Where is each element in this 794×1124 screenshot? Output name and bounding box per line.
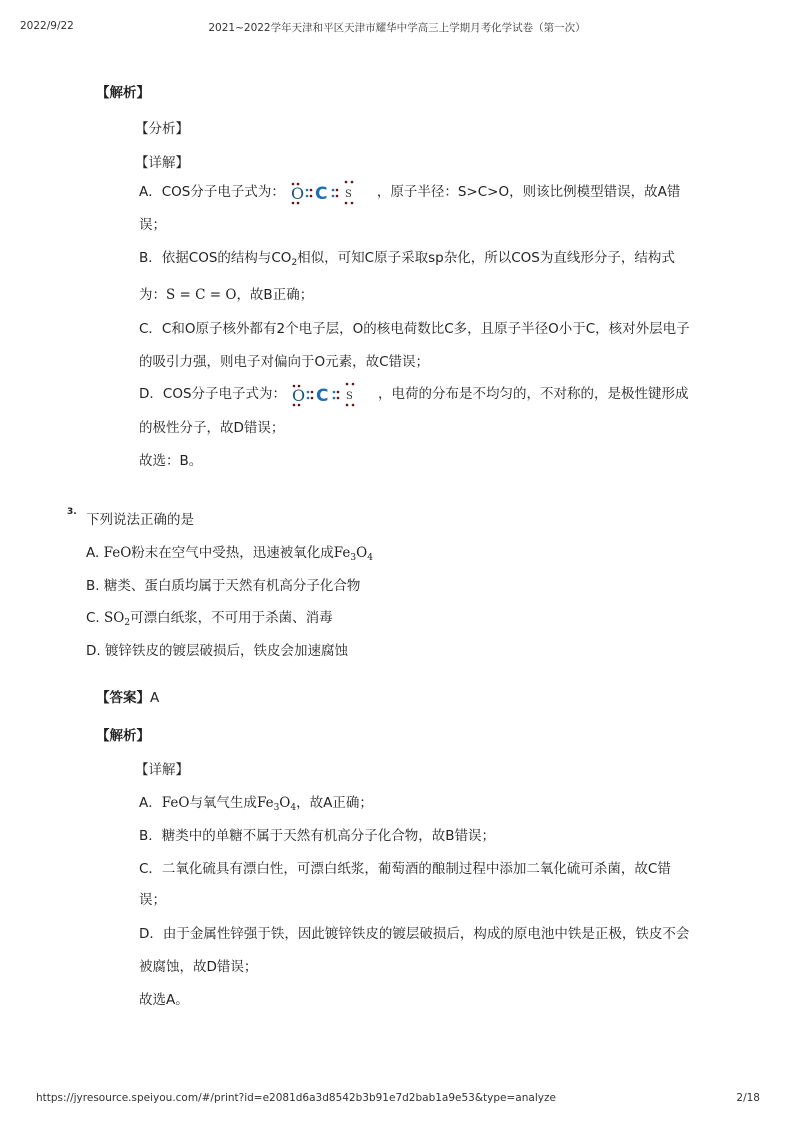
q3-explain-c: C．二氧化硫具有漂白性，可漂白纸浆，葡萄酒的酿制过程中添加二氧化硫可杀菌，故C错	[139, 861, 671, 877]
lewis-c-label: C	[316, 386, 329, 406]
cos-lewis-structure-image-a	[291, 178, 371, 206]
q3-jiexi-heading: 【解析】	[96, 728, 150, 744]
q3-option-d: D. 镀锌铁皮的镀层破损后，铁皮会加速腐蚀	[86, 643, 348, 659]
q3-opt-a-fe: Fe	[333, 545, 351, 561]
q3-a-suffix: ，故A正确；	[296, 795, 373, 811]
q3-opt-a-formula-feo: FeO	[103, 545, 132, 561]
q3-a-fe: Fe	[256, 795, 274, 811]
q3-opt-a-text: 粉末在空气中受热，迅速被氧化成	[131, 545, 334, 561]
q3-explain-c-cont: 误；	[139, 892, 166, 908]
q2-b-subscript: 2	[291, 258, 298, 268]
lewis-o-label: O	[292, 386, 306, 405]
q2-jiexi-heading: 【解析】	[96, 85, 150, 101]
q3-a-sub2: 4	[290, 803, 297, 813]
q3-explain-d-cont: 被腐蚀，故D错误；	[139, 959, 258, 975]
q2-explain-d-cont: 的极性分子，故D错误；	[139, 420, 285, 436]
q2-explain-a	[139, 178, 680, 206]
q3-opt-c-so: SO	[104, 610, 125, 626]
q2-fenxi-heading: 【分析】	[135, 121, 189, 137]
q2-conclusion: 故选：B。	[139, 453, 203, 469]
q2-b-suffix: 相似，可知C原子采取sp杂化，所以COS为直线形分子，结构式	[297, 250, 675, 266]
q3-opt-a-sub2: 4	[367, 553, 373, 563]
lewis-o-label: O	[290, 184, 304, 203]
q3-opt-c-text: 可漂白纸浆，不可用于杀菌、消毒	[130, 610, 333, 626]
q2-explain-a-cont: 误；	[139, 217, 166, 233]
q2-explain-b-cont	[139, 283, 313, 303]
q2-d-prefix: D．COS分子电子式为：	[139, 386, 287, 402]
header-date: 2022/9/22	[20, 20, 74, 32]
lewis-c-label: C	[314, 184, 328, 204]
q3-opt-a-sub1: 3	[350, 553, 357, 563]
q3-conclusion: 故选A。	[139, 992, 189, 1008]
q3-answer	[96, 686, 159, 706]
q3-a-text: 与氧气生成	[189, 795, 257, 811]
q2-explain-c-cont: 的吸引力强，则电子对偏向于O元素，故C错误；	[139, 354, 430, 370]
q2-structural-formula: S = C = O	[166, 287, 237, 303]
q3-opt-c-label: C.	[86, 610, 105, 626]
q3-a-sub1: 3	[273, 803, 280, 813]
q2-b2-suffix: ，故B正确；	[236, 287, 314, 303]
q3-explain-d: D．由于金属性锌强于铁，因此镀锌铁皮的镀层破损后，构成的原电池中铁是正极，铁皮不会	[139, 926, 690, 942]
q3-explain-b: B．糖类中的单糖不属于天然有机高分子化合物，故B错误；	[139, 828, 496, 844]
q2-explain-c: C．C和O原子核外都有2个电子层，O的核电荷数比C多，且原子半径O小于C，核对外层电子	[139, 321, 690, 337]
lewis-s-label: S	[346, 391, 353, 402]
q3-opt-c-sub: 2	[124, 618, 131, 628]
q3-a-feo: FeO	[161, 795, 190, 811]
q3-opt-a-o: O	[356, 545, 368, 561]
q3-answer-value: A	[150, 690, 160, 706]
q3-option-a	[86, 541, 373, 563]
cos-lewis-structure-image-d	[292, 380, 372, 408]
q3-option-c	[86, 606, 333, 628]
q3-answer-label: 【答案】	[96, 690, 150, 706]
header-title: 2021~2022学年天津和平区天津市耀华中学高三上学期月考化学试卷（第一次）	[208, 22, 586, 34]
q3-option-b: B. 糖类、蛋白质均属于天然有机高分子化合物	[86, 578, 361, 594]
q2-a-suffix: ，原子半径：S>C>O，则该比例模型错误，故A错	[376, 184, 681, 200]
q2-explain-b	[139, 246, 675, 268]
q2-b2-prefix: 为：	[139, 287, 166, 303]
q2-explain-d	[139, 380, 689, 408]
q2-b-prefix: B．依据COS的结构与CO	[139, 250, 292, 266]
q3-xiangjie-heading: 【详解】	[135, 762, 189, 778]
footer-page-number: 2/18	[736, 1092, 760, 1104]
q3-number: 3.	[67, 507, 77, 517]
q3-explain-a	[139, 791, 373, 813]
lewis-s-label: S	[344, 189, 352, 200]
q3-a-o: O	[279, 795, 291, 811]
q3-opt-a-label: A.	[86, 545, 104, 561]
footer-url: https://jyresource.speiyou.com/#/print?id=e2081d6a3d8542b3b91e7d2bab1a9e53&type=analyze	[36, 1092, 556, 1104]
q2-a-prefix: A．COS分子电子式为：	[139, 184, 285, 200]
q3-stem: 下列说法正确的是	[86, 512, 194, 528]
q2-d-suffix: ，电荷的分布是不均匀的，不对称的，是极性键形成	[378, 386, 689, 402]
q2-xiangjie-heading: 【详解】	[135, 155, 189, 171]
q3-a-label: A．	[139, 795, 162, 811]
